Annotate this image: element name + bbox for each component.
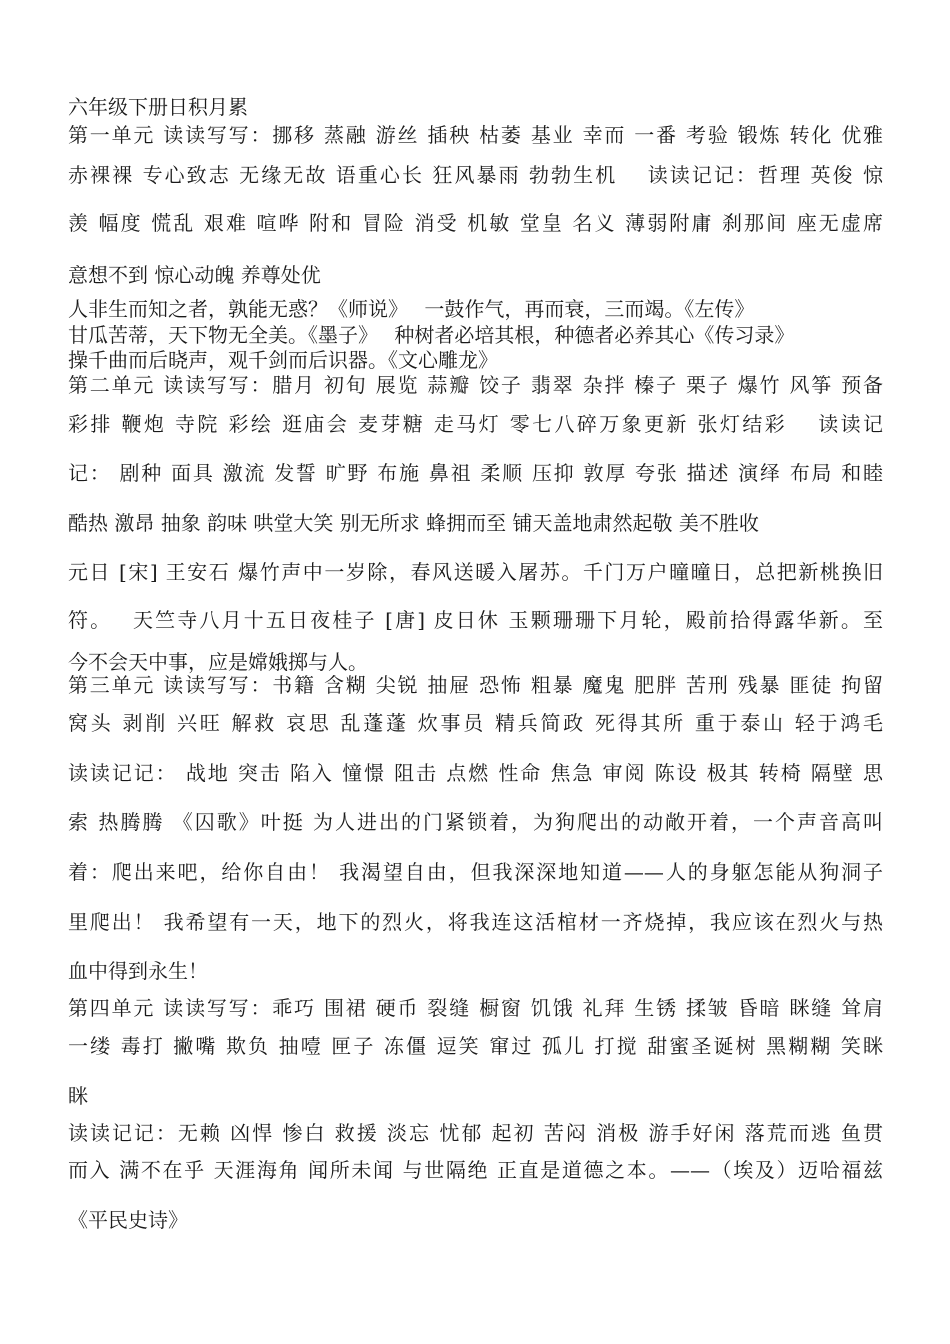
- unit2-line-1: 第二单元 读读写写：腊月 初旬 展览 蒜瓣 饺子 翡翠 杂拌 榛子 栗子 爆竹 风筝 预备: [68, 373, 883, 397]
- unit4-line-5: 而入 满不在乎 天涯海角 闻所未闻 与世隔绝 正直是道德之本。——（埃及）迈哈福兹: [68, 1158, 883, 1182]
- unit3-line-1: 第三单元 读读写写：书籍 含糊 尖锐 抽屉 恐怖 粗暴 魔鬼 肥胖 苦刑 残暴 匪徒 拘留: [68, 673, 883, 697]
- document-title: 六年级下册日积月累: [68, 95, 248, 119]
- poem-line-1: 元日 [宋] 王安石 爆竹声中一岁除，春风送暖入屠苏。千门万户曈曈日，总把新桃换旧: [68, 560, 883, 584]
- unit3-line-4: 索 热腾腾 《囚歌》叶挺 为人进出的门紧锁着，为狗爬出的动敞开着，一个声音高叫: [68, 810, 883, 834]
- unit1-line-1: 第一单元 读读写写：挪移 蒸融 游丝 插秧 枯萎 基业 幸而 一番 考验 锻炼 转化 优雅: [68, 123, 883, 147]
- unit4-line-2: 一缕 毒打 撇嘴 欺负 抽噎 匣子 冻僵 逗笑 窜过 孤儿 打搅 甜蜜圣诞树 黑糊糊 笑眯: [68, 1034, 883, 1058]
- unit3-line-2: 窝头 剥削 兴旺 解救 哀思 乱蓬蓬 炊事员 精兵简政 死得其所 重于泰山 轻于鸿毛: [68, 711, 883, 735]
- unit2-line-3: 记： 剧种 面具 激流 发誓 旷野 布施 鼻祖 柔顺 压抑 敦厚 夸张 描述 演绎 布局 和睦: [68, 461, 883, 485]
- unit1-line-3: 羡 幅度 慌乱 艰难 喧哗 附和 冒险 消受 机敏 堂皇 名义 薄弱附庸 刹那间 座无虚席: [68, 211, 883, 235]
- quote-line-1: 人非生而知之者，孰能无惑？《师说》 一鼓作气，再而衰，三而竭。《左传》: [68, 297, 755, 321]
- unit4-line-3: 眯: [68, 1084, 88, 1108]
- unit3-line-7: 血中得到永生！: [68, 959, 208, 983]
- unit2-line-2: 彩排 鞭炮 寺院 彩绘 逛庙会 麦芽糖 走马灯 零七八碎万象更新 张灯结彩 读读记: [68, 412, 883, 436]
- unit4-line-1: 第四单元 读读写写：乖巧 围裙 硬币 裂缝 橱窗 饥饿 礼拜 生锈 揉皱 昏暗 眯缝 耸肩: [68, 996, 883, 1020]
- unit4-line-4: 读读记记：无赖 凶悍 惨白 救援 淡忘 忧郁 起初 苦闷 消极 游手好闲 落荒而逃 鱼贯: [68, 1121, 883, 1145]
- quote-line-3: 操千曲而后晓声，观千剑而后识器。《文心雕龙》: [68, 348, 498, 372]
- unit1-line-2: 赤裸裸 专心致志 无缘无故 语重心长 狂风暴雨 勃勃生机 读读记记：哲理 英俊 惊: [68, 163, 883, 187]
- unit4-line-6: 《平民史诗》: [68, 1208, 188, 1232]
- poem-line-3: 今不会天中事，应是嫦娥掷与人。: [68, 650, 368, 674]
- unit2-line-4: 酷热 激昂 抽象 韵味 哄堂大笑 别无所求 蜂拥而至 铺天盖地肃然起敬 美不胜收: [68, 511, 759, 535]
- unit3-line-6: 里爬出！ 我希望有一天，地下的烈火，将我连这活棺材一齐烧掉，我应该在烈火与热: [68, 910, 883, 934]
- quote-line-2: 甘瓜苦蒂，天下物无全美。《墨子》 种树者必培其根，种德者必养其心《传习录》: [68, 323, 795, 347]
- unit3-line-5: 着：爬出来吧，给你自由！ 我渴望自由，但我深深地知道——人的身躯怎能从狗洞子: [68, 860, 883, 884]
- poem-line-2: 符。 天竺寺八月十五日夜桂子 [唐] 皮日休 玉颗珊珊下月轮，殿前拾得露华新。至: [68, 608, 883, 632]
- unit3-line-3: 读读记记： 战地 突击 陷入 憧憬 阻击 点燃 性命 焦急 审阅 陈设 极其 转椅 隔壁 思: [68, 761, 883, 785]
- unit1-line-4: 意想不到 惊心动魄 养尊处优: [68, 263, 321, 287]
